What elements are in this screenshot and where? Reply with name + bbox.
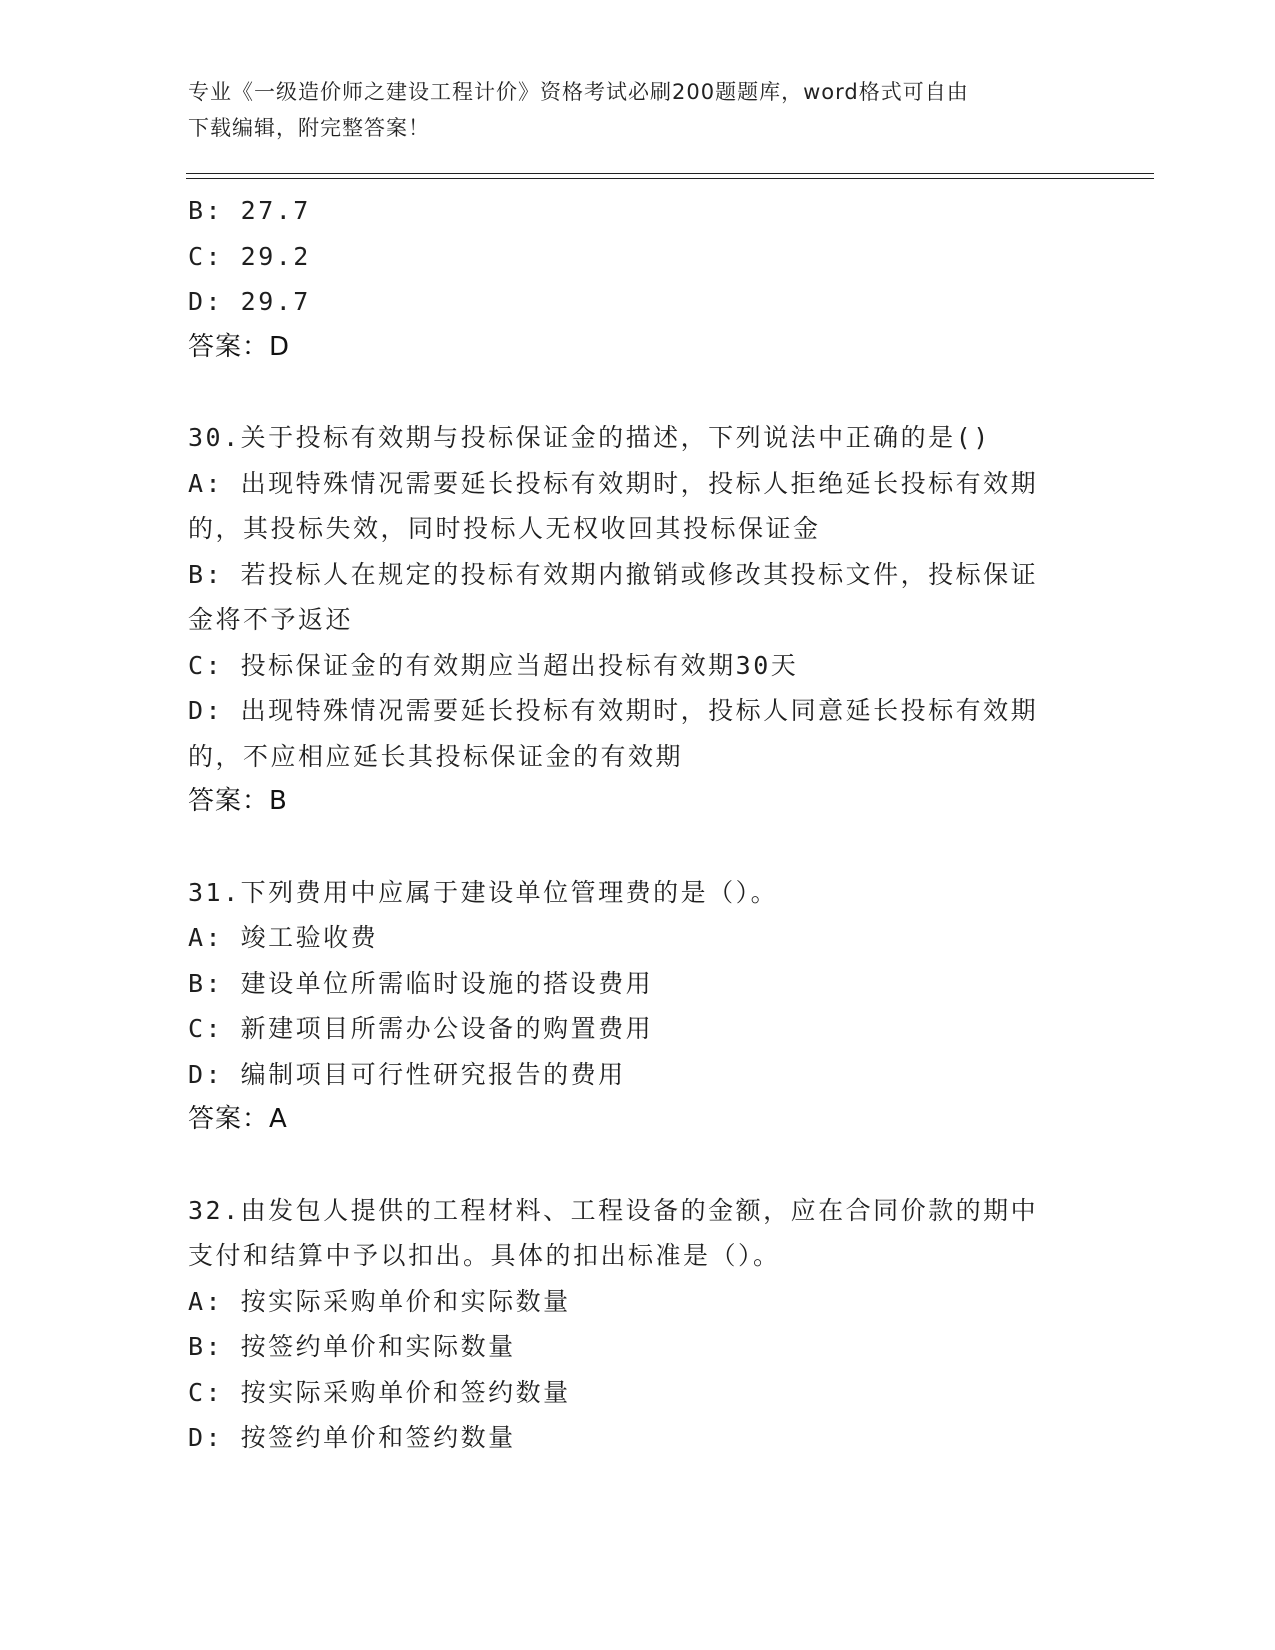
option-a: A: 出现特殊情况需要延长投标有效期时，投标人拒绝延长投标有效期 [188, 468, 1039, 498]
spacer [188, 825, 1088, 870]
question-list [188, 188, 1088, 1461]
option-b: B: 按签约单价和实际数量 [188, 1332, 516, 1361]
option-b: B: 建设单位所需临时设施的搭设费用 [188, 968, 654, 998]
option-c: C: 按实际采购单价和签约数量 [188, 1377, 571, 1407]
question-stem-continued: 支付和结算中予以扣出。具体的扣出标准是（）。 [188, 1241, 781, 1270]
option-d: D: 编制项目可行性研究报告的费用 [188, 1059, 626, 1089]
option-a-continued: 的，其投标失效，同时投标人无权收回其投标保证金 [188, 514, 821, 543]
spacer [188, 370, 1088, 415]
question-31 [188, 870, 1088, 1143]
question-30 [188, 415, 1088, 825]
question-stem: 32.由发包人提供的工程材料、工程设备的金额，应在合同价款的期中 [188, 1195, 1039, 1225]
question-stem: 30.关于投标有效期与投标保证金的描述，下列说法中正确的是() [188, 423, 991, 452]
option-a: A: 按实际采购单价和实际数量 [188, 1286, 571, 1316]
option-d: D: 出现特殊情况需要延长投标有效期时，投标人同意延长投标有效期 [188, 696, 1039, 725]
option-d: D: 按签约单价和签约数量 [188, 1423, 516, 1452]
option-b: B: 27.7 [188, 196, 311, 225]
answer-line: 答案：D [188, 331, 291, 362]
document-header [188, 74, 1078, 146]
option-d: D: 29.7 [188, 287, 311, 316]
question-stem: 31.下列费用中应属于建设单位管理费的是（）。 [188, 877, 779, 907]
spacer [188, 1143, 1088, 1188]
option-c: C: 投标保证金的有效期应当超出投标有效期30天 [188, 650, 799, 680]
question-32 [188, 1188, 1088, 1461]
option-a: A: 竣工验收费 [188, 923, 379, 952]
option-d-continued: 的，不应相应延长其投标保证金的有效期 [188, 741, 684, 771]
answer-line: 答案：A [188, 1104, 288, 1134]
header-divider-top [186, 173, 1154, 174]
header-line-1: 专业《一级造价师之建设工程计价》资格考试必刷200题题库，word格式可自由 [188, 80, 969, 104]
header-line-2: 下载编辑，附完整答案！ [188, 116, 430, 140]
header-divider-bottom [186, 178, 1154, 179]
answer-line: 答案：B [188, 786, 288, 816]
option-b-continued: 金将不予返还 [188, 605, 354, 634]
option-c: C: 29.2 [188, 241, 311, 271]
option-c: C: 新建项目所需办公设备的购置费用 [188, 1014, 654, 1043]
question-29-tail [188, 188, 1088, 370]
option-b: B: 若投标人在规定的投标有效期内撤销或修改其投标文件，投标保证 [188, 559, 1039, 589]
